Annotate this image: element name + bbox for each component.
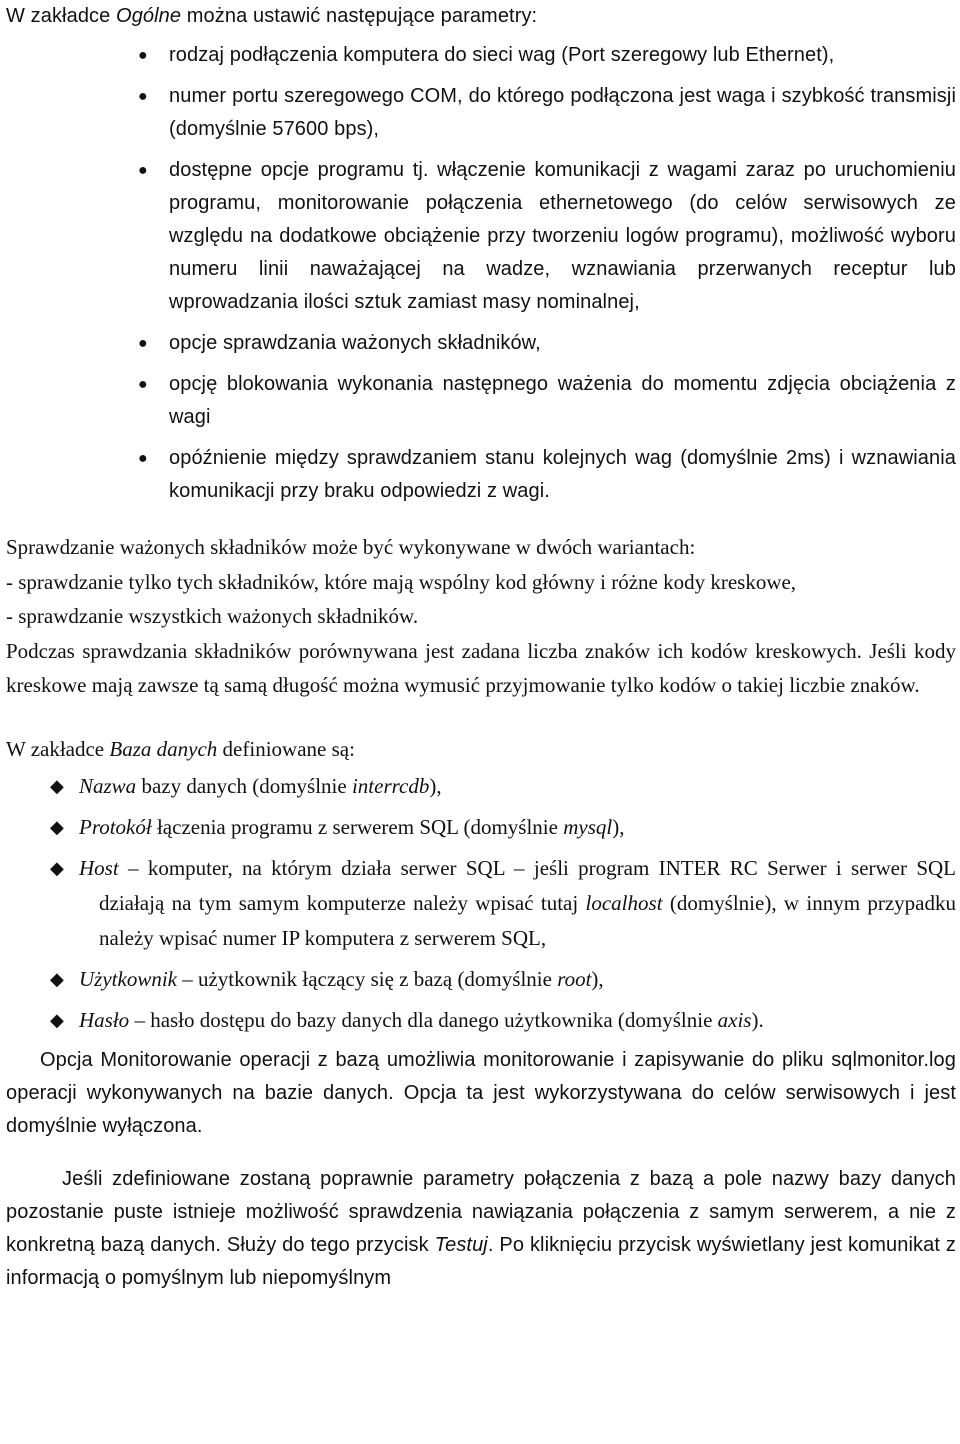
bullet-icon: ◆ bbox=[50, 775, 64, 796]
bullet-icon: ● bbox=[138, 162, 148, 179]
document-page bbox=[6, 0, 956, 1295]
list-item bbox=[6, 80, 956, 146]
item-text: – hasło dostępu do bazy danych dla danego użytkownika (domyślnie bbox=[129, 1007, 718, 1032]
item-default-value: root bbox=[557, 966, 592, 991]
bullet-icon: ● bbox=[138, 47, 148, 64]
checking-intro: Sprawdzanie ważonych składników może być wykonywane w dwóch wariantach: bbox=[6, 535, 696, 559]
item-text: – użytkownik łączący się z bazą (domyślnie bbox=[176, 966, 558, 991]
item-text-end: ). bbox=[751, 1007, 764, 1032]
database-parameters-list bbox=[6, 769, 956, 1038]
database-intro-text-end: definiowane są: bbox=[217, 736, 355, 761]
item-default-value: axis bbox=[717, 1007, 752, 1032]
item-text-end: (domyślnie), w innym przypadku należy wpisać numer IP komputera z serwerem SQL, bbox=[99, 890, 956, 950]
list-item-password bbox=[6, 1003, 956, 1038]
checking-section bbox=[6, 530, 956, 703]
general-intro bbox=[6, 1, 956, 31]
item-text: bazy danych (domyślnie bbox=[136, 773, 352, 798]
test-paragraph bbox=[6, 1163, 956, 1295]
item-text: łączenia programu z serwerem SQL (domyślnie bbox=[151, 814, 564, 839]
monitoring-paragraph: Opcja Monitorowanie operacji z bazą umożliwia monitorowanie i zapisywanie do pliku sqlmonitor.log operacji wykonywanych na bazie danych. Opcja ta jest wykorzystywana do celów serwisowych i jest domyślnie wyłączona. bbox=[6, 1048, 956, 1137]
bullet-icon: ◆ bbox=[50, 1009, 64, 1030]
checking-variant-1: - sprawdzanie tylko tych składników, które mają wspólny kod główny i różne kody kreskowe, bbox=[6, 569, 797, 594]
item-term: Protokół bbox=[79, 814, 152, 839]
bullet-icon: ● bbox=[138, 335, 148, 352]
general-parameters-list bbox=[6, 39, 956, 508]
bullet-icon: ◆ bbox=[50, 816, 64, 837]
item-default-value: mysql bbox=[563, 814, 613, 839]
database-intro bbox=[6, 729, 956, 769]
list-item bbox=[6, 368, 956, 434]
item-term: Nazwa bbox=[79, 773, 137, 798]
item-text: – komputer, na którym działa serwer SQL – jeśli program INTER RC Serwer i serwer SQL działają na tym samym komputerze należy wpisać tutaj bbox=[99, 855, 956, 915]
list-item bbox=[6, 442, 956, 508]
item-default-value: interrcdb bbox=[351, 773, 430, 798]
item-text-end: ), bbox=[612, 814, 625, 839]
database-tab-name: Baza danych bbox=[109, 736, 218, 761]
list-item-host bbox=[6, 851, 956, 956]
list-item bbox=[6, 154, 956, 319]
list-item bbox=[6, 39, 956, 72]
database-intro-text: W zakładce bbox=[6, 736, 110, 761]
bullet-icon: ◆ bbox=[50, 968, 64, 989]
general-intro-text: W zakładce bbox=[6, 5, 117, 27]
general-tab-name: Ogólne bbox=[116, 5, 182, 27]
list-item bbox=[6, 327, 956, 360]
list-item-user bbox=[6, 962, 956, 997]
list-item-text: dostępne opcje programu tj. włączenie komunikacji z wagami zaraz po uruchomieniu programu, monitorowanie połączenia ethernetowego (do celów serwisowych ze względu na dodatkowe obciążenie przy tworzeniu logów programu), możliwość wyboru numeru linii naważającej na wadze, wznawiania przerwanych receptur lub wprowadzania ilości sztuk zamiast masy nominalnej, bbox=[169, 159, 956, 313]
bullet-icon: ◆ bbox=[50, 857, 64, 878]
item-text-end: ), bbox=[429, 773, 442, 798]
list-item-protocol bbox=[6, 810, 956, 845]
list-item-text: opcję blokowania wykonania następnego ważenia do momentu zdjęcia obciążenia z wagi bbox=[169, 373, 956, 428]
list-item-text: opóźnienie między sprawdzaniem stanu kolejnych wag (domyślnie 2ms) i wznawiania komunikacji przy braku odpowiedzi z wagi. bbox=[169, 447, 956, 502]
bullet-icon: ● bbox=[138, 450, 148, 467]
list-item-text: opcje sprawdzania ważonych składników, bbox=[169, 332, 541, 354]
item-default-value: localhost bbox=[585, 890, 663, 915]
list-item-name bbox=[6, 769, 956, 804]
bullet-icon: ● bbox=[138, 376, 148, 393]
general-intro-text-end: można ustawić następujące parametry: bbox=[181, 5, 538, 27]
bullet-icon: ● bbox=[138, 88, 148, 105]
item-term: Użytkownik bbox=[79, 966, 177, 991]
item-term: Host bbox=[79, 855, 119, 880]
list-item-text: rodzaj podłączenia komputera do sieci wag (Port szeregowy lub Ethernet), bbox=[169, 44, 835, 66]
checking-variant-2: - sprawdzanie wszystkich ważonych składników. bbox=[6, 604, 419, 628]
test-button-name: Testuj bbox=[434, 1233, 488, 1256]
checking-paragraph: Podczas sprawdzania składników porównywana jest zadana liczba znaków ich kodów kreskowych. Jeśli kody kreskowe mają zawsze tą samą długość można wymusić przyjmowanie tylko kodów o takiej liczbie znaków. bbox=[6, 638, 956, 697]
list-item-text: numer portu szeregowego COM, do którego podłączona jest waga i szybkość transmisji (domyślnie 57600 bps), bbox=[169, 85, 956, 140]
item-text-end: ), bbox=[591, 966, 604, 991]
item-term: Hasło bbox=[79, 1007, 130, 1032]
test-paragraph-text-end: . Po kliknięciu przycisk wyświetlany jest komunikat z informacją o pomyślnym lub niepomyślnym bbox=[6, 1233, 956, 1289]
test-paragraph-text: Jeśli zdefiniowane zostaną poprawnie parametry połączenia z bazą a pole nazwy bazy danych pozostanie puste istnieje możliwość sprawdzenia nawiązania połączenia z samym serwerem, a nie z konkretną bazą danych. Służy do tego przycisk bbox=[6, 1167, 956, 1256]
